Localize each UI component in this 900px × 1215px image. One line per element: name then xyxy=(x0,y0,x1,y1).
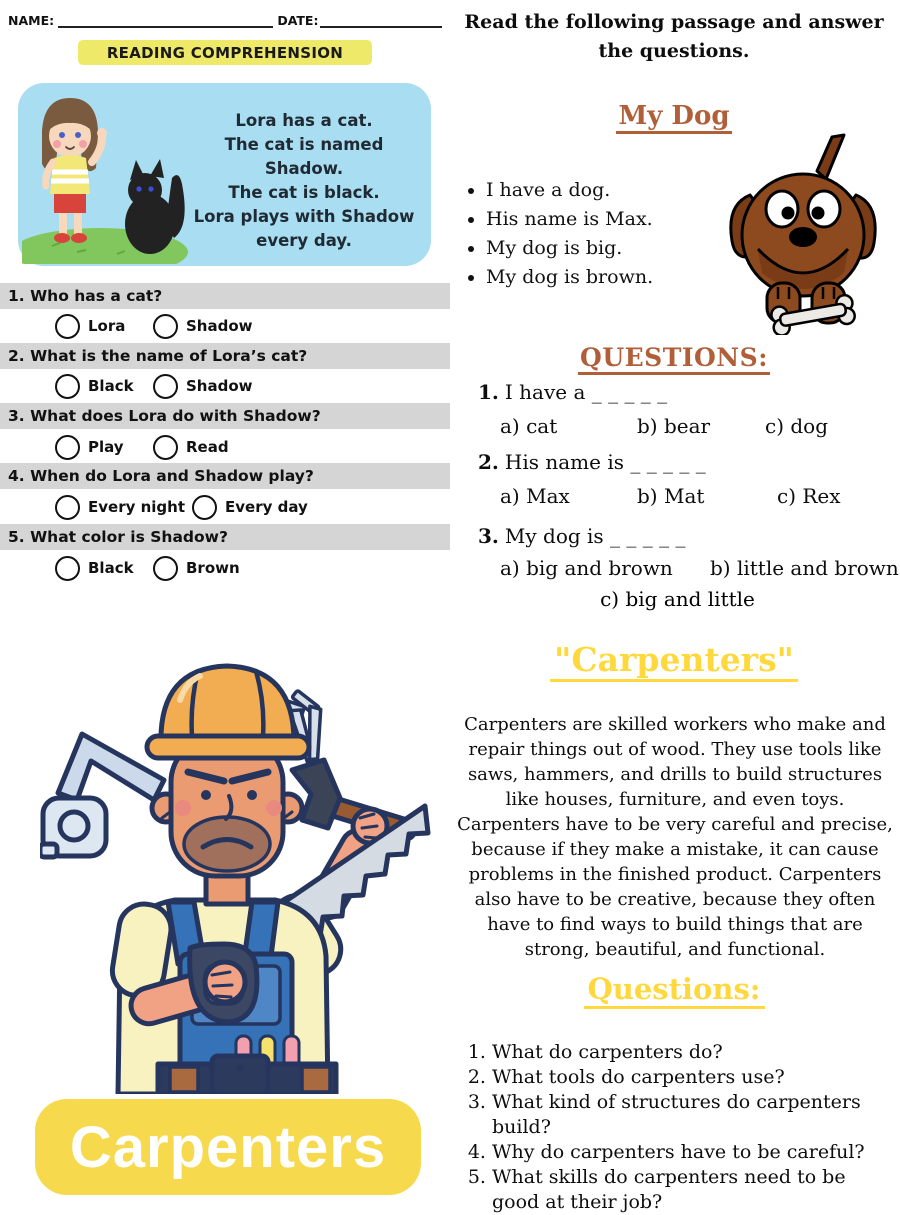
carpenter-question: 1. What do carpenters do? xyxy=(492,1040,890,1065)
mcq-3-option-a[interactable]: a) big and brown xyxy=(500,556,673,580)
instruction-heading: Read the following passage and answer the questions. xyxy=(464,11,884,62)
carpenter-question: 5. What skills do carpenters need to be good at their job? xyxy=(492,1165,890,1215)
mcq-2-number: 2. xyxy=(478,450,499,474)
mcq-1-option-b[interactable]: b) bear xyxy=(637,414,711,438)
my-dog-title xyxy=(452,101,896,131)
mcq-3-stem-text: My dog is _ _ _ _ _ xyxy=(504,524,686,548)
worksheet-title-text: READING COMPREHENSION xyxy=(106,43,344,62)
carpenters-title-text: "Carpenters" xyxy=(550,640,798,682)
carpenters-banner-text: Carpenters xyxy=(69,1114,387,1180)
mcq-3-options xyxy=(455,556,900,584)
carpenter-questions-heading-text: Questions: xyxy=(584,972,765,1009)
question-1-text: 1. Who has a cat? xyxy=(8,287,163,305)
passage-line: every day. xyxy=(256,231,352,250)
mcq-2-option-a[interactable]: a) Max xyxy=(500,484,570,508)
carpenter-question: 3. What kind of structures do carpenters build? xyxy=(492,1090,890,1140)
question-2-text: 2. What is the name of Lora’s cat? xyxy=(8,347,308,365)
mcq-1-option-c[interactable]: c) dog xyxy=(765,414,829,438)
mcq-3-option-c-row xyxy=(455,587,900,611)
q4-option-1-label[interactable]: Every night xyxy=(88,498,186,516)
mcq-1-options xyxy=(455,414,900,442)
q4-option-2-label[interactable]: Every day xyxy=(225,498,308,516)
radio-q2-option-1[interactable] xyxy=(55,374,80,399)
radio-q3-option-2[interactable] xyxy=(153,435,178,460)
mcq-section xyxy=(455,380,900,620)
question-4-options xyxy=(0,494,450,520)
dog-facts-list xyxy=(468,176,738,292)
radio-q2-option-2[interactable] xyxy=(153,374,178,399)
question-3-text: 3. What does Lora do with Shadow? xyxy=(8,407,321,425)
q3-option-2-label[interactable]: Read xyxy=(186,438,229,456)
dog-fact: • My dog is brown. xyxy=(486,263,738,292)
question-2 xyxy=(0,343,450,369)
dog-fact: • His name is Max. xyxy=(486,205,738,234)
name-date-row xyxy=(8,12,442,28)
passage-card xyxy=(18,83,431,266)
mcq-2-option-b[interactable]: b) Mat xyxy=(637,484,705,508)
mcq-1-stem xyxy=(478,380,667,404)
mcq-1-number: 1. xyxy=(478,380,499,404)
radio-q4-option-2[interactable] xyxy=(192,495,217,520)
question-5 xyxy=(0,524,450,550)
carpenters-passage: Carpenters are skilled workers who make and repair things out of wood. They use tools like saws, hammers, and drills to build structures like houses, furniture, and even toys. Carpenters have to be very careful and precise, because if they make a mistake, it can cause problems in the finished product. Carpenters also have to be creative, because they often have to find ways to build things that are strong, beautiful, and functional. xyxy=(457,714,893,960)
passage-line: The cat is black. xyxy=(228,183,380,202)
question-2-options xyxy=(0,373,450,399)
mcq-3-number: 3. xyxy=(478,524,499,548)
mcq-3-stem xyxy=(478,524,685,548)
q3-option-1-label[interactable]: Play xyxy=(88,438,124,456)
radio-q5-option-1[interactable] xyxy=(55,556,80,581)
mcq-2-option-c[interactable]: c) Rex xyxy=(777,484,841,508)
passage-text xyxy=(183,109,425,253)
passage-line: The cat is named Shadow. xyxy=(224,135,384,178)
question-4 xyxy=(0,463,450,489)
mcq-3-option-b[interactable]: b) little and brown xyxy=(710,556,899,580)
carpenter-illustration xyxy=(40,648,432,1094)
worksheet-title xyxy=(78,40,372,65)
mcq-2-options xyxy=(455,484,900,512)
dog-fact: • I have a dog. xyxy=(486,176,738,205)
mcq-1-option-a[interactable]: a) cat xyxy=(500,414,558,438)
name-input-line[interactable] xyxy=(58,12,273,28)
carpenter-question: 4. Why do carpenters have to be careful? xyxy=(492,1140,890,1165)
mcq-2-stem-text: His name is _ _ _ _ _ xyxy=(504,450,706,474)
mcq-1-stem-text: I have a _ _ _ _ _ xyxy=(504,380,668,404)
question-1 xyxy=(0,283,450,309)
carpenter-questions-heading xyxy=(452,972,896,1006)
q5-option-2-label[interactable]: Brown xyxy=(186,559,240,577)
girl-and-cat-illustration xyxy=(22,86,197,264)
q5-option-1-label[interactable]: Black xyxy=(88,559,134,577)
radio-q5-option-2[interactable] xyxy=(153,556,178,581)
questions-heading xyxy=(452,343,896,372)
carpenters-title xyxy=(452,640,896,679)
passage-line: Lora has a cat. xyxy=(235,111,373,130)
mcq-3-option-c[interactable]: c) big and little xyxy=(600,587,755,611)
q2-option-2-label[interactable]: Shadow xyxy=(186,377,253,395)
dog-fact: • My dog is big. xyxy=(486,234,738,263)
q1-option-1-label[interactable]: Lora xyxy=(88,317,126,335)
name-label: NAME: xyxy=(8,13,55,28)
date-input-line[interactable] xyxy=(320,12,442,28)
question-1-options xyxy=(0,313,450,339)
passage-line: Lora plays with Shadow xyxy=(193,207,415,226)
my-dog-title-text: My Dog xyxy=(616,101,731,134)
question-5-text: 5. What color is Shadow? xyxy=(8,528,228,546)
question-3 xyxy=(0,403,450,429)
carpenter-questions-list xyxy=(470,1040,890,1215)
radio-q4-option-1[interactable] xyxy=(55,495,80,520)
carpenter-question: 2. What tools do carpenters use? xyxy=(492,1065,890,1090)
question-4-text: 4. When do Lora and Shadow play? xyxy=(8,467,314,485)
q1-option-2-label[interactable]: Shadow xyxy=(186,317,253,335)
question-5-options xyxy=(0,555,450,581)
radio-q1-option-1[interactable] xyxy=(55,314,80,339)
questions-heading-text: QUESTIONS: xyxy=(578,343,770,375)
radio-q1-option-2[interactable] xyxy=(153,314,178,339)
carpenters-banner xyxy=(35,1099,421,1195)
radio-q3-option-1[interactable] xyxy=(55,435,80,460)
date-label: DATE: xyxy=(277,13,319,28)
question-3-options xyxy=(0,434,450,460)
mcq-2-stem xyxy=(478,450,706,474)
q2-option-1-label[interactable]: Black xyxy=(88,377,134,395)
dog-illustration xyxy=(720,133,888,335)
